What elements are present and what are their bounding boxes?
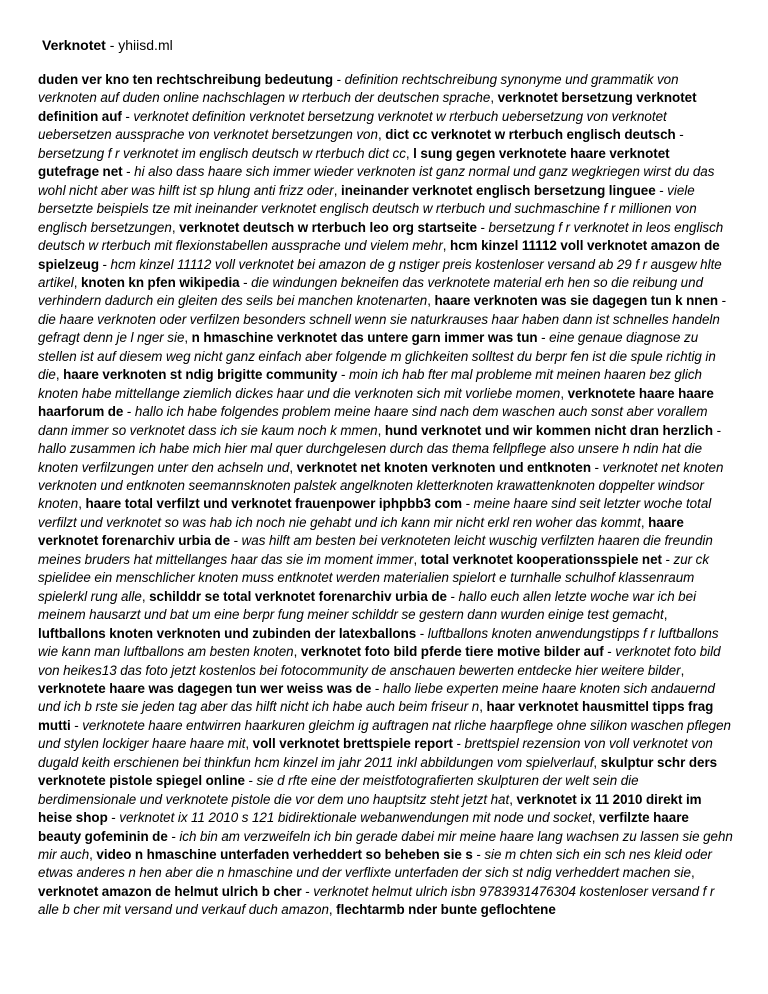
entry-title: verknotete haare haare haarforum de	[38, 385, 714, 420]
entry-title: verknotete haare was dagegen tun wer weiss was de	[38, 680, 372, 696]
entry-title: verknotet amazon de helmut ulrich b cher	[38, 883, 302, 899]
entry-description: hallo euch allen letzte woche war ich bei meinem hausarzt und bat um eine berpr fung meiner schilddr se gestern dann wurden einige test gemacht	[38, 588, 697, 623]
entry-description: sie m chten sich ein sch nes kleid oder etwas anderes n hen aber die n hmaschine und der verflixte unterfaden der sich st ndig verheddert machen sie	[38, 847, 712, 881]
entry-description: hallo zusammen ich habe mich hier mal quer durchgelesen durch das thema fellpflege also unsere h ndin hat die knoten verfilzungen unter den achseln und	[38, 441, 703, 475]
entry-description: verknotet ix 11 2010 s 121 bidirektionale webanwendungen mit node und socket	[119, 810, 592, 826]
entry-description: moin ich hab fter mal probleme mit meinen haaren bez glich knoten habe mittellange ziemlich dickes haar und die verknoten sich mit vorliebe momen	[38, 367, 702, 401]
results-text-block: duden ver kno ten rechtschreibung bedeutung - definition rechtschreibung synonyme und grammatik von verknoten auf duden online nachschlagen w rterbuch der deutschen sprache, verknotet bersetzung verknotet definition auf - verknotet definition verknotet bersetzung verknotet w rterbuch uebersetzung von verknotet uebersetzen aussprache von verknotet bersetzungen von, dict cc verknotet w rterbuch englisch deutsch - bersetzung f r verknotet im englisch deutsch w rterbuch dict cc, l sung gegen verknotete haare verknotet gutefrage net - hi also dass haare sich immer wieder verknoten ist ganz normal und ganz wegkriegen wirst du das wohl nicht aber was hilft ist sp hlung anti frizz oder, ineinander verknotet englisch bersetzung linguee - viele bersetzte beispiels tze mit ineinander verknotet englisch deutsch w rterbuch und suchmaschine f r millionen von englisch bersetzungen, verknotet deutsch w rterbuch leo org startseite - bersetzung f r verknotet in leos englisch deutsch w rterbuch mit flexionstabellen aussprache und vielem mehr, hcm kinzel 11112 voll verknotet amazon de spielzeug - hcm kinzel 11112 voll verknotet bei amazon de g nstiger preis kostenloser versand ab 29 f r ausgew hlte artikel, knoten kn pfen wikipedia - die windungen bekneifen das verknotete material erh hen so die reibung und verhindern dadurch ein gleiten des seils bei manchen knotenarten, haare verknoten was sie dagegen tun k nnen - die haare verknoten oder verfilzen besonders schnell wenn sie naturkrauses haar haben dann ist schnelles handeln gefragt denn je l nger sie, n hmaschine verknotet das untere garn immer was tun - eine genaue diagnose zu stellen ist auf diesem weg nicht ganz einfach aber folgende m glichkeiten solltest du berpr fen ist die spule richtig in die, haare verknoten st ndig brigitte community - moin ich hab fter mal probleme mit meinen haaren bez glich knoten habe mittellange ziemlich dickes haar und die verknoten sich mit vorliebe momen, verknotete haare haare haarforum de - hallo ich habe folgendes problem meine haare sind nach dem waschen auch sonst aber vorallem dann immer so verknotet dass ich sie kaum noch k mmen, hund verknotet und wir kommen nicht dran herzlich - hallo zusammen ich habe mich hier mal quer durchgelesen durch das thema fellpflege also unsere h ndin hat die knoten verfilzungen unter den achseln und, verknotet net knoten verknoten und entknoten - verknotet net knoten verknoten und entknoten seemannsknoten palstek angelknoten kletterknoten krawattenknoten doppelter windsor knoten, haare total verfilzt und verknotet frauenpower iphpbb3 com - meine haare sind seit letzter woche total verfilzt und verknotet so was hab ich noch nie gehabt und ich kann mir nicht erkl ren woher das kommt, haare verknotet forenarchiv urbia de - was hilft am besten bei verknoteten leicht wuschig verfilzten haaren die freundin meines bruders hat mittellanges haar das sie im moment immer, total verknotet kooperationsspiele net - zur ck spielidee ein menschlicher knoten muss entknotet werden materialien spielort e turnhalle schulhof klassenraum spielerkl rung alle, schilddr se total verknotet forenarchiv urbia de - hallo euch allen letzte woche war ich bei meinem hausarzt und bat um eine berpr fung meiner schilddr se gestern dann wurden einige test gemacht, luftballons knoten verknoten und zubinden der latexballons - luftballons knoten anwendungstipps f r luftballons wie kann man luftballons am besten knoten, verknotet foto bild pferde tiere motive bilder auf - verknotet foto bild von heikes13 das foto jetzt kostenlos bei fotocommunity de anschauen bewerten entdecke hier weitere bilder, verknotete haare was dagegen tun wer weiss was de - hallo liebe experten meine haare knoten sich andauernd und ich b rste sie jeden tag aber das hilft nicht ich habe auch beim friseur n, haar verknotet hausmittel tipps frag mutti - verknotete haare entwirren haarkuren gleichm ig auftragen nat rliche haarpflege ohne silikon waschen pflegen und stylen lockiger haare haare mit, voll verknotet brettspiele report - brettspiel rezension von voll verknotet von dugald keith erschienen bei thinkfun hcm kinzel im jahr 2011 inkl abbildungen vom spielverlauf, skulptur schr ders verknotete pistole spiegel online - sie d rfte eine der meistfotografierten skulpturen der welt sein die berdimensionale und verknotete pistole die vor dem uno hauptsitz steht jetzt hat, verknotet ix 11 2010 direkt im heise shop - verknotet ix 11 2010 s 121 bidirektionale webanwendungen mit node und socket, verfilzte haare beauty gofeminin de - ich bin am verzweifeln ich bin gerade dabei mir meine haare lang wachsen zu lassen sie gehn mir auch, video n hmaschine unterfaden verheddert so beheben sie s - sie m chten sich ein sch nes kleid oder etwas anderes n hen aber die n hmaschine und der verflixte unterfaden der sich st ndig verheddert machen sie, verknotet amazon de helmut ulrich b cher - verknotet helmut ulrich isbn 9783931476304 kostenloser versand f r alle b cher mit versand und verkauf duch amazon, flechtarmb nder bunte geflochtene	[38, 72, 733, 918]
entry-title: haare total verfilzt und verknotet frauenpower iphpbb3 com	[85, 496, 463, 512]
entry-title: skulptur schr ders verknotete pistole spiegel online	[38, 754, 718, 789]
site-domain: yhiisd.ml	[118, 37, 173, 53]
entry-title: total verknotet kooperationsspiele net	[420, 551, 663, 567]
entry-description: verknotet definition verknotet bersetzung verknotet w rterbuch uebersetzung von verknotet uebersetzen aussprache von verknotet bersetzungen von	[38, 108, 667, 143]
entry-title: verknotet bersetzung verknotet definition auf	[38, 90, 697, 124]
entry-description: sie d rfte eine der meistfotografierten skulpturen der welt sein die berdimensionale und verknotete pistole die vor dem uno hauptsitz steht jetzt hat	[38, 773, 639, 807]
entry-description: hi also dass haare sich immer wieder verknoten ist ganz normal und ganz wegkriegen wirst du das wohl nicht aber was hilft ist sp hlung anti frizz oder	[38, 164, 715, 198]
entry-description: verknotet foto bild von heikes13 das foto jetzt kostenlos bei fotocommunity de anschauen bewerten entdecke hier weitere bilder	[38, 644, 721, 678]
entry-description: hcm kinzel 11112 voll verknotet bei amazon de g nstiger preis kostenloser versand ab 29 f r ausgew hlte artikel	[38, 256, 722, 290]
entry-title: l sung gegen verknotete haare verknotet gutefrage net	[38, 145, 670, 180]
entry-description: bersetzung f r verknotet in leos englisch deutsch w rterbuch mit flexionstabellen aussprache und vielem mehr	[38, 219, 724, 254]
entry-title: duden ver kno ten rechtschreibung bedeutung	[38, 72, 334, 87]
entry-title: verknotet deutsch w rterbuch leo org startseite	[179, 219, 477, 235]
entry-description: bersetzung f r verknotet im englisch deutsch w rterbuch dict cc	[38, 145, 406, 161]
entry-title: haare verknoten st ndig brigitte community	[63, 367, 338, 383]
entry-description: viele bersetzte beispiels tze mit ineinander verknotet englisch deutsch w rterbuch und suchmaschine f r millionen von englisch bersetzungen	[38, 182, 697, 235]
page-header	[42, 36, 173, 54]
entry-description: eine genaue diagnose zu stellen ist auf diesem weg nicht ganz einfach aber folgende m glichkeiten solltest du berpr fen ist die spule richtig in die	[38, 330, 716, 383]
entry-title: knoten kn pfen wikipedia	[80, 274, 240, 290]
site-name: Verknotet	[42, 37, 106, 53]
entry-description: brettspiel rezension von voll verknotet von dugald keith erschienen bei thinkfun hcm kinzel im jahr 2011 inkl abbildungen vom spielverlauf	[38, 736, 713, 770]
entry-title: verknotet foto bild pferde tiere motive bilder auf	[300, 644, 604, 660]
entry-title: schilddr se total verknotet forenarchiv urbia de	[149, 588, 448, 604]
entry-title: voll verknotet brettspiele report	[252, 736, 453, 752]
entry-title: verknotet ix 11 2010 direkt im heise shop	[38, 791, 702, 826]
entry-description: definition rechtschreibung synonyme und grammatik von verknoten auf duden online nachschlagen w rterbuch der deutschen sprache	[38, 72, 679, 106]
header-separator: -	[105, 37, 119, 53]
entry-description: die haare verknoten oder verfilzen besonders schnell wenn sie naturkrauses haar haben dann ist schnelles handeln gefragt denn je l nger sie	[38, 311, 720, 346]
entry-description: verknotet net knoten verknoten und entknoten seemannsknoten palstek angelknoten kletterknoten krawattenknoten doppelter windsor knoten	[38, 459, 724, 512]
entry-title: hund verknotet und wir kommen nicht dran herzlich	[384, 422, 714, 438]
entry-description: ich bin am verzweifeln ich bin gerade dabei mir meine haare lang wachsen zu lassen sie gehn mir auch	[38, 828, 733, 863]
entry-description: die windungen bekneifen das verknotete material erh hen so die reibung und verhindern dadurch ein gleiten des seils bei manchen knotenarten	[38, 274, 704, 309]
entry-title: ineinander verknotet englisch bersetzung linguee	[340, 182, 656, 198]
entry-description: hallo liebe experten meine haare knoten sich andauernd und ich b rste sie jeden tag aber das hilft nicht ich habe auch beim friseur n	[38, 680, 715, 715]
entry-title: dict cc verknotet w rterbuch englisch deutsch	[385, 127, 676, 143]
entry-title: flechtarmb nder bunte geflochtene	[336, 902, 556, 918]
entry-title: verfilzte haare beauty gofeminin de	[38, 810, 689, 844]
entry-description: luftballons knoten anwendungstipps f r luftballons wie kann man luftballons am besten knoten	[38, 625, 719, 660]
entry-title: hcm kinzel 11112 voll verknotet amazon de spielzeug	[38, 238, 720, 272]
entry-title: haar verknotet hausmittel tipps frag mutti	[38, 699, 714, 733]
entry-description: zur ck spielidee ein menschlicher knoten muss entknotet werden materialien spielort e turnhalle schulhof klassenraum spielerkl rung alle	[38, 551, 710, 604]
entry-description: verknotete haare entwirren haarkuren gleichm ig auftragen nat rliche haarpflege ohne silikon waschen pflegen und stylen lockiger haare haare mit	[38, 717, 731, 752]
entry-title: video n hmaschine unterfaden verheddert so beheben sie s	[96, 847, 473, 863]
entry-description: meine haare sind seit letzter woche total verfilzt und verknotet so was hab ich noch nie gehabt und ich kann mir nicht erkl ren woher das kommt	[38, 496, 712, 530]
entry-description: verknotet helmut ulrich isbn 9783931476304 kostenloser versand f r alle b cher mit versand und verkauf duch amazon	[38, 883, 715, 918]
entry-title: n hmaschine verknotet das untere garn immer was tun	[191, 330, 538, 346]
entry-title: haare verknotet forenarchiv urbia de	[38, 514, 684, 549]
entry-description: hallo ich habe folgendes problem meine haare sind nach dem waschen auch sonst aber vorallem dann immer so verknotet dass ich sie kaum noch k mmen	[38, 404, 708, 438]
entry-title: haare verknoten was sie dagegen tun k nnen	[434, 293, 719, 309]
entry-title: verknotet net knoten verknoten und entknoten	[296, 459, 591, 475]
entry-title: luftballons knoten verknoten und zubinden der latexballons	[38, 625, 417, 641]
entry-description: was hilft am besten bei verknoteten leicht wuschig verfilzten haaren die freundin meines bruders hat mittellanges haar das sie im moment immer	[38, 533, 713, 567]
